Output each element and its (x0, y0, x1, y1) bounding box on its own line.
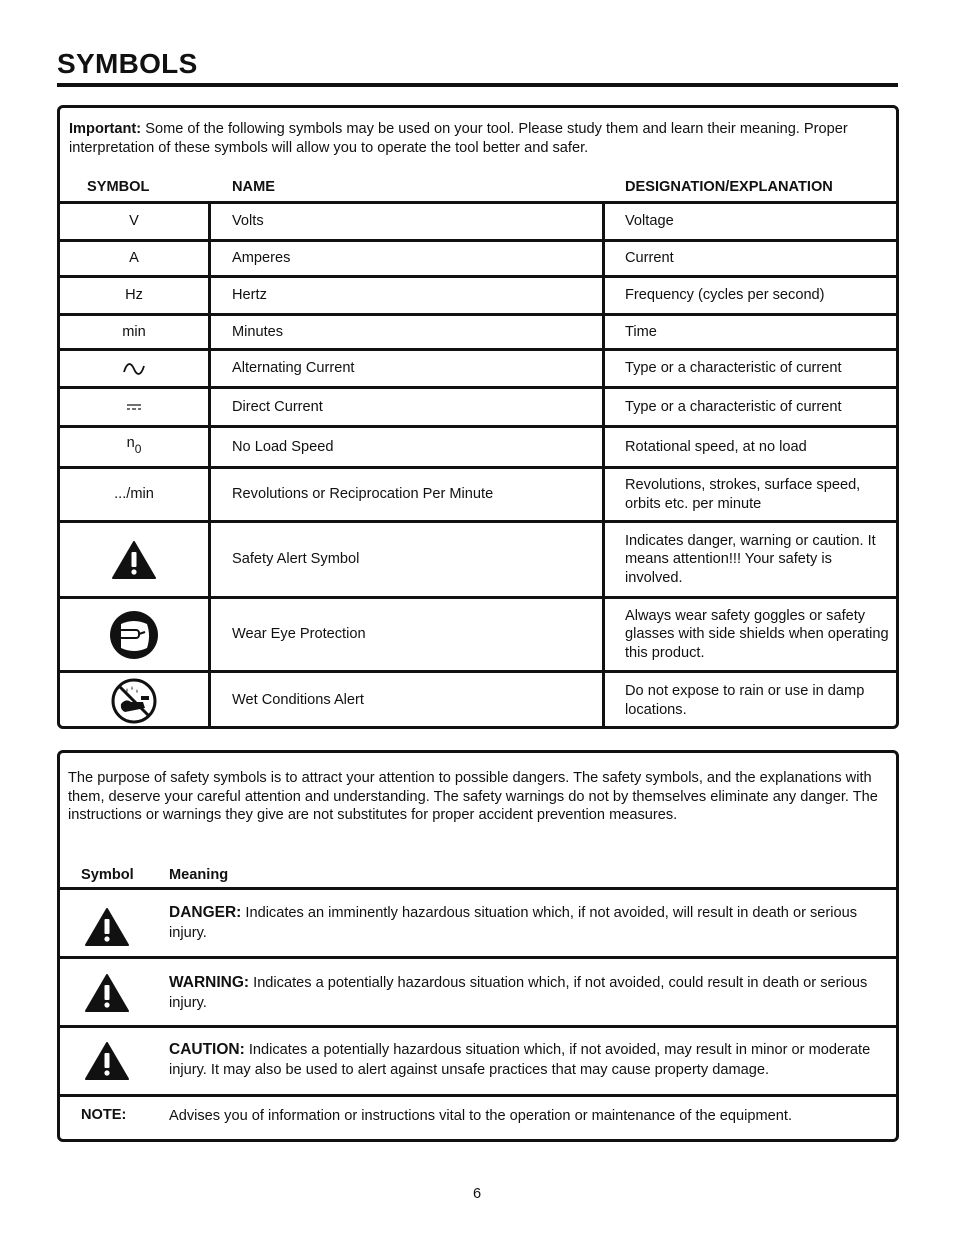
designation-cell: Always wear safety goggles or safety glasses with side shields when operating this product. (625, 607, 889, 661)
name-cell: Volts (232, 213, 264, 230)
caution-alert-icon (80, 1041, 134, 1081)
symbol-cell: min (122, 323, 146, 340)
caution-description (169, 1040, 894, 1080)
designation-cell: Type or a characteristic of current (625, 398, 842, 415)
header-designation: DESIGNATION/EXPLANATION (625, 179, 833, 195)
signal-words-box (57, 750, 899, 1142)
symbol-cell: Hz (125, 287, 143, 304)
caution-text: Indicates a potentially hazardous situation which, if not avoided, may result in minor or moderate injury. It may also be used to alert against unsafe practices that may cause property damage. (169, 1042, 871, 1078)
page-title: SYMBOLS (57, 48, 198, 79)
important-text: Some of the following symbols may be used on your tool. Please study them and learn their meaning. Proper interpretation of these symbols will allow you to operate the tool better and safer. (69, 121, 848, 156)
table-rule (60, 1025, 896, 1028)
column-divider (602, 201, 605, 729)
page-number: 6 (472, 1186, 482, 1202)
header-symbol: Symbol (81, 867, 134, 883)
safety-alert-icon (60, 523, 208, 596)
designation-cell: Indicates danger, warning or caution. It means attention!!! Your safety is involved. (625, 532, 876, 586)
name-cell: No Load Speed (232, 438, 334, 455)
symbol-cell: .../min (114, 486, 154, 503)
danger-description (169, 903, 894, 943)
important-label: Important: (69, 121, 142, 137)
name-cell: Hertz (232, 287, 267, 304)
designation-cell: Voltage (625, 213, 674, 230)
warning-alert-icon (80, 973, 134, 1013)
symbol-cell: A (129, 250, 139, 267)
caution-term: CAUTION: (169, 1041, 245, 1058)
name-cell: Safety Alert Symbol (232, 551, 360, 568)
alternating-current-icon (60, 351, 208, 386)
table-rule (60, 956, 896, 959)
name-cell: Wet Conditions Alert (232, 692, 364, 709)
header-symbol: SYMBOL (87, 179, 150, 195)
name-cell: Revolutions or Reciprocation Per Minute (232, 486, 494, 503)
note-label: NOTE: (81, 1107, 127, 1123)
designation-cell: Time (625, 323, 657, 340)
eye-protection-icon (60, 599, 208, 670)
name-cell: Direct Current (232, 398, 323, 415)
designation-cell: Revolutions, strokes, surface speed, orbits etc. per minute (625, 477, 861, 512)
designation-cell: Rotational speed, at no load (625, 438, 807, 455)
symbols-table-box (57, 105, 899, 729)
header-meaning: Meaning (169, 867, 229, 883)
column-divider (208, 201, 211, 729)
table-rule (60, 1094, 896, 1097)
symbol-subscript: 0 (134, 441, 142, 456)
designation-cell: Current (625, 250, 674, 267)
title-rule (57, 83, 898, 87)
danger-term: DANGER: (169, 904, 242, 921)
name-cell: Amperes (232, 250, 291, 267)
name-cell: Minutes (232, 323, 284, 340)
name-cell: Wear Eye Protection (232, 626, 366, 643)
warning-term: WARNING: (169, 974, 250, 991)
safety-purpose-text: The purpose of safety symbols is to attract your attention to possible dangers. The safety symbols, and the explanations with them, deserve your careful attention and understanding. The safety warnings do not by themselves eliminate any danger. The instructions or warnings they give are not substitutes for proper accident prevention measures. (68, 770, 878, 824)
symbol-cell: V (129, 213, 139, 230)
note-text: Advises you of information or instructions vital to the operation or maintenance of the equipment. (169, 1108, 793, 1124)
no-load-speed-symbol (60, 428, 208, 466)
warning-description (169, 973, 894, 1013)
symbol-text: n (126, 434, 135, 451)
designation-cell: Do not expose to rain or use in damp locations. (625, 683, 865, 718)
important-intro (69, 120, 895, 158)
table-rule (60, 887, 896, 890)
danger-text: Indicates an imminently hazardous situation which, if not avoided, will result in death or serious injury. (169, 905, 858, 941)
designation-cell: Type or a characteristic of current (625, 360, 842, 377)
direct-current-icon (60, 389, 208, 425)
name-cell: Alternating Current (232, 360, 355, 377)
danger-alert-icon (80, 907, 134, 947)
warning-text: Indicates a potentially hazardous situation which, if not avoided, could result in death or serious injury. (169, 975, 868, 1011)
wet-conditions-icon (60, 673, 208, 728)
designation-cell: Frequency (cycles per second) (625, 287, 825, 304)
header-name: NAME (232, 179, 275, 195)
